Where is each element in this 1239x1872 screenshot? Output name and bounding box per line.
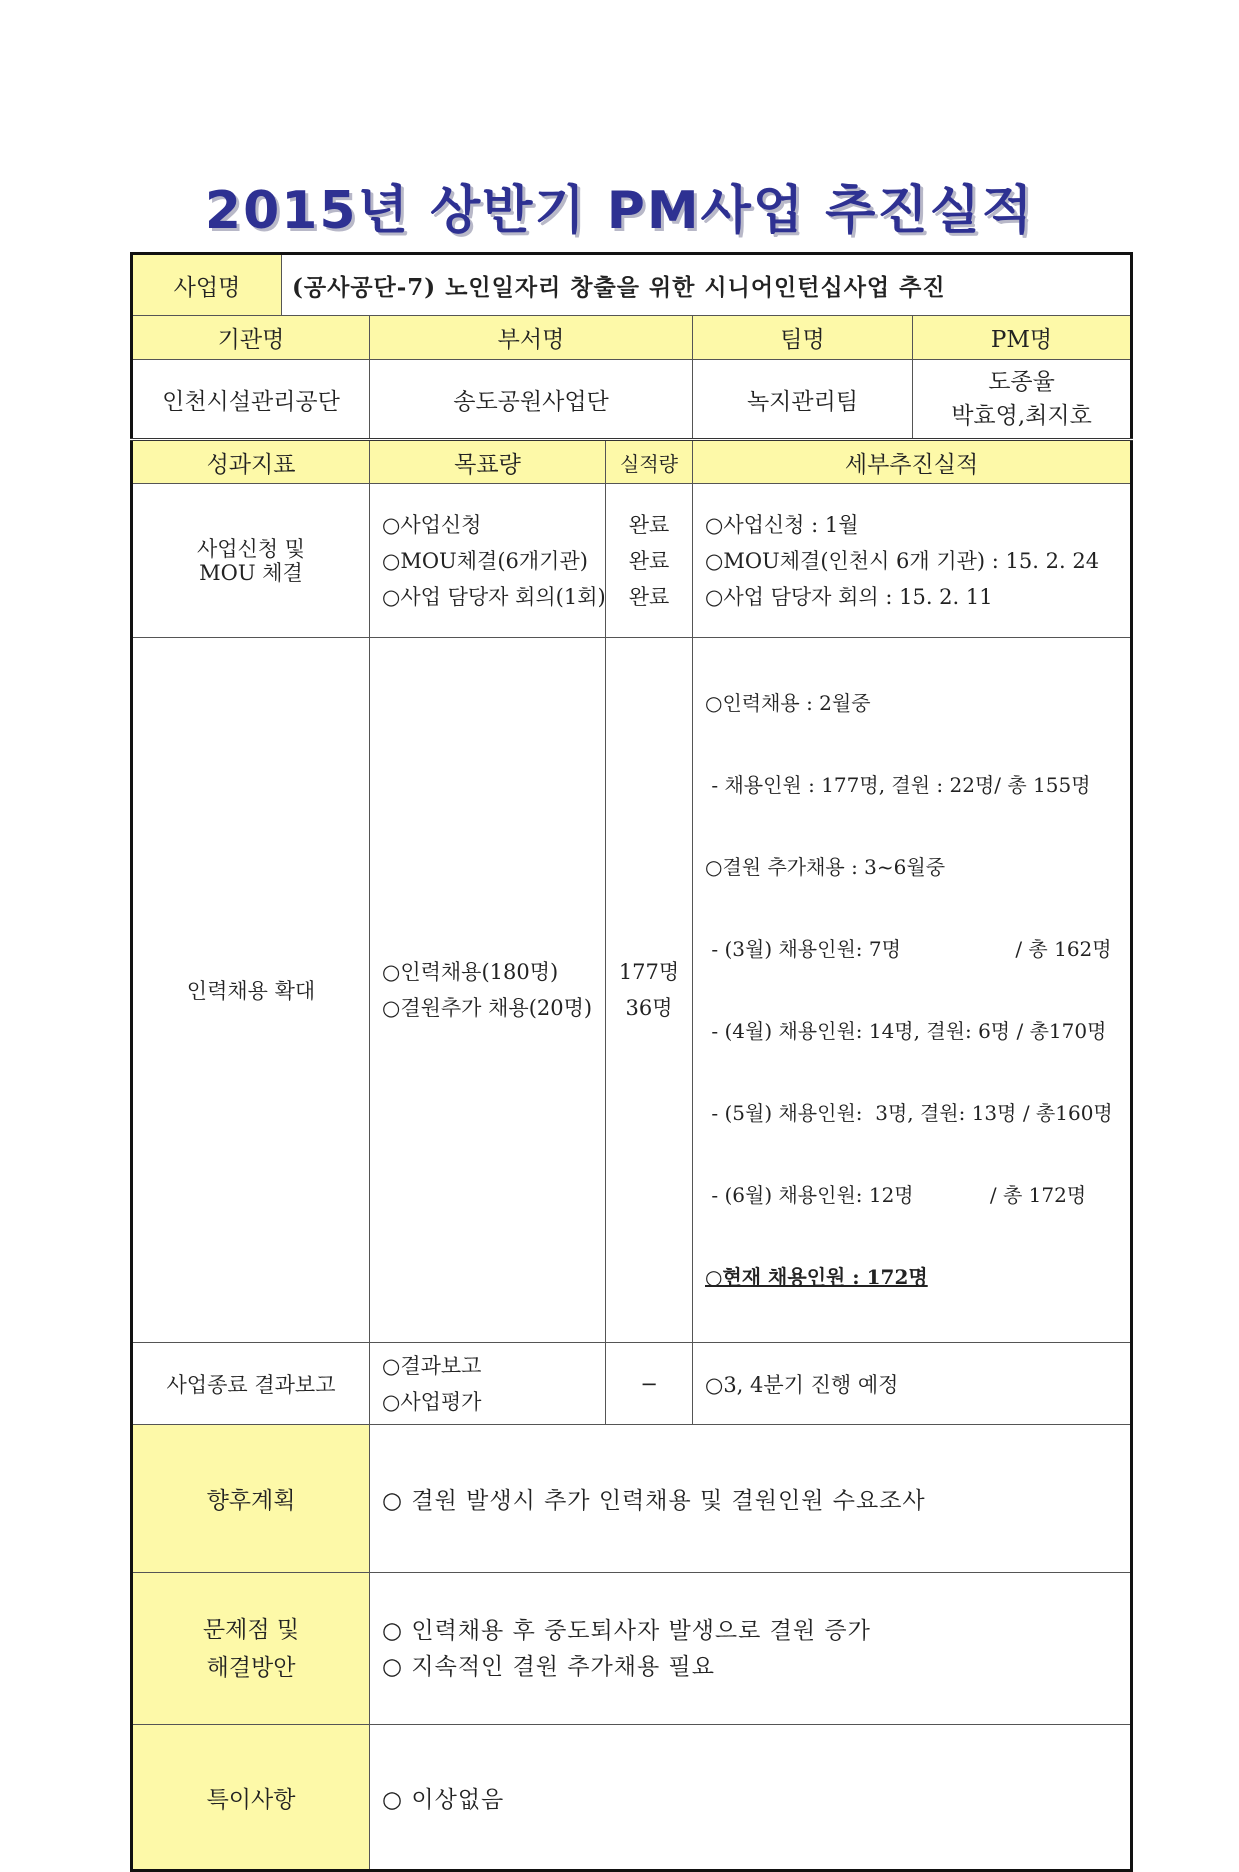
detail-2-4: - (3월) 채용인원: 7명 / 총 162명 (705, 937, 1112, 961)
indicator-cell-2: 인력채용 확대 (132, 638, 370, 1343)
notes-label: 특이사항 (132, 1725, 370, 1871)
team-header: 팀명 (693, 316, 913, 360)
dept-name: 송도공원사업단 (370, 360, 693, 440)
actual-cell-2 (606, 638, 693, 1343)
detail-2-6: - (5월) 채용인원: 3명, 결원: 13명 / 총160명 (705, 1101, 1113, 1125)
detail-cell-2 (693, 638, 1132, 1343)
perf-row-1 (132, 484, 1132, 638)
detail-2-2: - 채용인원 : 177명, 결원 : 22명/ 총 155명 (705, 773, 1091, 797)
report-table (130, 252, 1133, 1872)
target-header: 목표량 (370, 440, 606, 484)
actual-2-1: 177명 (618, 960, 680, 984)
indicator-cell-3: 사업종료 결과보고 (132, 1343, 370, 1425)
detail-cell-3: ○3, 4분기 진행 예정 (693, 1343, 1132, 1425)
indicator-header: 성과지표 (132, 440, 370, 484)
actual-cell-1 (606, 484, 693, 638)
target-cell-2 (370, 638, 606, 1343)
issues-label (132, 1573, 370, 1725)
current-hires-summary: ○현재 채용인원 : 172명 (705, 1265, 928, 1289)
target-1-2: ○MOU체결(6개기관) (382, 548, 588, 573)
detail-1-1: ○사업신청 : 1월 (705, 512, 859, 537)
indicator-cell-1 (132, 484, 370, 638)
org-value-row (132, 360, 1132, 440)
actual-1-3: 완료 (628, 584, 670, 609)
issue-2: ○ 지속적인 결원 추가채용 필요 (382, 1653, 715, 1680)
detail-2-3: ○결원 추가채용 : 3~6월중 (705, 855, 946, 879)
target-3-1: ○결과보고 (382, 1353, 482, 1378)
org-header-row (132, 316, 1132, 360)
pm-name-2: 박효영,최지호 (951, 403, 1092, 429)
target-2-2: ○결원추가 채용(20명) (382, 996, 593, 1020)
org-header: 기관명 (132, 316, 370, 360)
actual-1-1: 완료 (628, 512, 670, 537)
target-1-1: ○사업신청 (382, 512, 482, 537)
target-3-2: ○사업평가 (382, 1389, 482, 1414)
page-title: 2015년 상반기 PM사업 추진실적 (204, 181, 1035, 241)
detail-2-1: ○인력채용 : 2월중 (705, 691, 871, 715)
actual-2-2: 36명 (625, 996, 673, 1020)
indicator-1-line-2: MOU 체결 (199, 560, 303, 585)
detail-header: 세부추진실적 (693, 440, 1132, 484)
notes-text: ○ 이상없음 (370, 1725, 1132, 1871)
notes-row (132, 1725, 1132, 1871)
actual-1-2: 완료 (628, 548, 670, 573)
issue-1: ○ 인력채용 후 중도퇴사자 발생으로 결원 증가 (382, 1617, 871, 1644)
pm-names (913, 360, 1132, 440)
actual-cell-3: − (606, 1343, 693, 1425)
issues-label-line-2: 해결방안 (206, 1654, 296, 1681)
dept-header: 부서명 (370, 316, 693, 360)
pm-header: PM명 (913, 316, 1132, 360)
project-label: 사업명 (132, 254, 282, 316)
future-plan-row (132, 1425, 1132, 1573)
detail-1-3: ○사업 담당자 회의 : 15. 2. 11 (705, 584, 993, 609)
detail-1-2: ○MOU체결(인천시 6개 기관) : 15. 2. 24 (705, 548, 1100, 573)
future-plan-text: ○ 결원 발생시 추가 인력채용 및 결원인원 수요조사 (370, 1425, 1132, 1573)
target-2-1: ○인력채용(180명) (382, 960, 559, 984)
detail-cell-1 (693, 484, 1132, 638)
target-1-3: ○사업 담당자 회의(1회) (382, 584, 606, 609)
indicator-1-line-1: 사업신청 및 (196, 536, 306, 561)
perf-row-3 (132, 1343, 1132, 1425)
issues-text (370, 1573, 1132, 1725)
project-name: (공사공단-7) 노인일자리 창출을 위한 시니어인턴십사업 추진 (282, 254, 1132, 316)
target-cell-3 (370, 1343, 606, 1425)
perf-header-row (132, 440, 1132, 484)
project-row (132, 254, 1132, 316)
org-name: 인천시설관리공단 (132, 360, 370, 440)
issues-row (132, 1573, 1132, 1725)
actual-header: 실적량 (606, 440, 693, 484)
pm-name-1: 도종율 (988, 369, 1055, 395)
target-cell-1 (370, 484, 606, 638)
detail-2-5: - (4월) 채용인원: 14명, 결원: 6명 / 총170명 (705, 1019, 1107, 1043)
future-plan-label: 향후계획 (132, 1425, 370, 1573)
detail-2-7: - (6월) 채용인원: 12명 / 총 172명 (705, 1183, 1087, 1207)
perf-row-2 (132, 638, 1132, 1343)
team-name: 녹지관리팀 (693, 360, 913, 440)
issues-label-line-1: 문제점 및 (202, 1616, 300, 1643)
